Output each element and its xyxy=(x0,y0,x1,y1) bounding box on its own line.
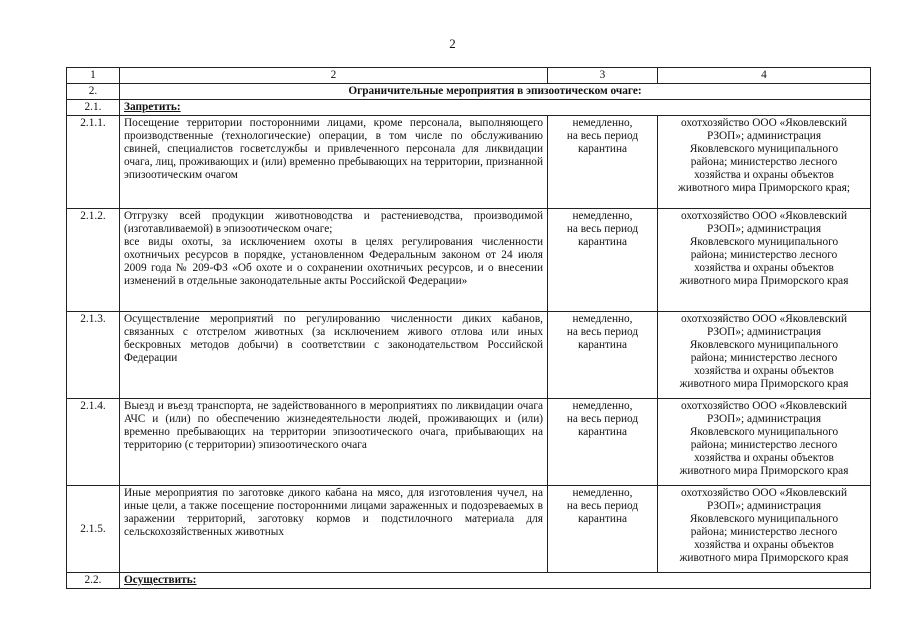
item-text: Иные мероприятия по заготовке дикого кабана на мясо, для изготовления чучел, на иные цели, а также посещение посторонними лицами зараженных и подозреваемых в заражении территорий, заготовку кормов и подстилочного материала для сельскохозяйственных животных xyxy=(120,486,548,573)
subsection-implement-row xyxy=(67,573,871,589)
table-row xyxy=(67,399,871,486)
table-row xyxy=(67,312,871,399)
item-number: 2.1.4. xyxy=(67,399,120,486)
table-row xyxy=(67,486,871,573)
page-number: 2 xyxy=(449,36,456,51)
table-header-row xyxy=(67,68,871,84)
item-number: 2.1.5. xyxy=(67,486,120,573)
subsection-forbid-row xyxy=(67,100,871,116)
subsection-number: 2.2. xyxy=(67,573,120,589)
item-text: Посещение территории посторонними лицами, кроме персонала, выполняющего производственные (технологические) операции, в том числе по обслуживанию свиней, специалистов госветслужбы и привлеченного персонала для ликвидации очага, лиц, проживающих и (или) временно пребывающих на территории, признанной эпизоотическим очагом xyxy=(120,116,548,209)
item-term: немедленно, на весь период карантина xyxy=(548,399,658,486)
measures-table xyxy=(66,67,871,589)
item-responsible: охотхозяйство ООО «Яковлевский РЗОП»; администрация Яковлевского муниципального района; министерство лесного хозяйства и охраны объектов животного мира Приморского края xyxy=(658,399,871,486)
section-row xyxy=(67,84,871,100)
item-responsible: охотхозяйство ООО «Яковлевский РЗОП»; администрация Яковлевского муниципального района; министерство лесного хозяйства и охраны объектов животного мира Приморского края xyxy=(658,312,871,399)
item-text: Отгрузку всей продукции животноводства и растениеводства, производимой (изготавливаемой) в эпизоотическом очаге; все виды охоты, за исключением охоты в целях регулирования численности охотничьих ресурсов в порядке, установленном Федеральным законом от 24 июля 2009 года № 209-ФЗ «Об охоте и о сохранении охотничьих ресурсов, и о внесении изменений в отдельные законодательные акты Российской Федерации» xyxy=(120,209,548,312)
table-row xyxy=(67,209,871,312)
item-responsible: охотхозяйство ООО «Яковлевский РЗОП»; администрация Яковлевского муниципального района; министерство лесного хозяйства и охраны объектов животного мира Приморского края xyxy=(658,209,871,312)
section-title: Ограничительные мероприятия в эпизоотическом очаге: xyxy=(120,84,871,100)
header-cell-3: 3 xyxy=(548,68,658,84)
section-number: 2. xyxy=(67,84,120,100)
item-term: немедленно, на весь период карантина xyxy=(548,209,658,312)
item-number: 2.1.2. xyxy=(67,209,120,312)
item-term: немедленно, на весь период карантина xyxy=(548,486,658,573)
item-term: немедленно, на весь период карантина xyxy=(548,312,658,399)
header-cell-1: 1 xyxy=(67,68,120,84)
item-text: Осуществление мероприятий по регулированию численности диких кабанов, связанных с отстрелом животных (за исключением живого отлова или иных бескровных методов добычи) в соответствии с законодательством Российской Федерации xyxy=(120,312,548,399)
header-cell-4: 4 xyxy=(658,68,871,84)
header-cell-2: 2 xyxy=(120,68,548,84)
subsection-number: 2.1. xyxy=(67,100,120,116)
table-row xyxy=(67,116,871,209)
item-number: 2.1.1. xyxy=(67,116,120,209)
subsection-title: Осуществить: xyxy=(120,573,871,589)
item-responsible: охотхозяйство ООО «Яковлевский РЗОП»; администрация Яковлевского муниципального района; министерство лесного хозяйства и охраны объектов животного мира Приморского края; xyxy=(658,116,871,209)
item-text: Выезд и въезд транспорта, не задействованного в мероприятиях по ликвидации очага АЧС и (или) по обеспечению жизнедеятельности людей, проживающих и (или) временно пребывающих на территории эпизоотического очага, прибывающих на территорию (с территории) эпизоотического очага xyxy=(120,399,548,486)
item-responsible: охотхозяйство ООО «Яковлевский РЗОП»; администрация Яковлевского муниципального района; министерство лесного хозяйства и охраны объектов животного мира Приморского края xyxy=(658,486,871,573)
item-term: немедленно, на весь период карантина xyxy=(548,116,658,209)
subsection-title: Запретить: xyxy=(120,100,871,116)
item-number: 2.1.3. xyxy=(67,312,120,399)
